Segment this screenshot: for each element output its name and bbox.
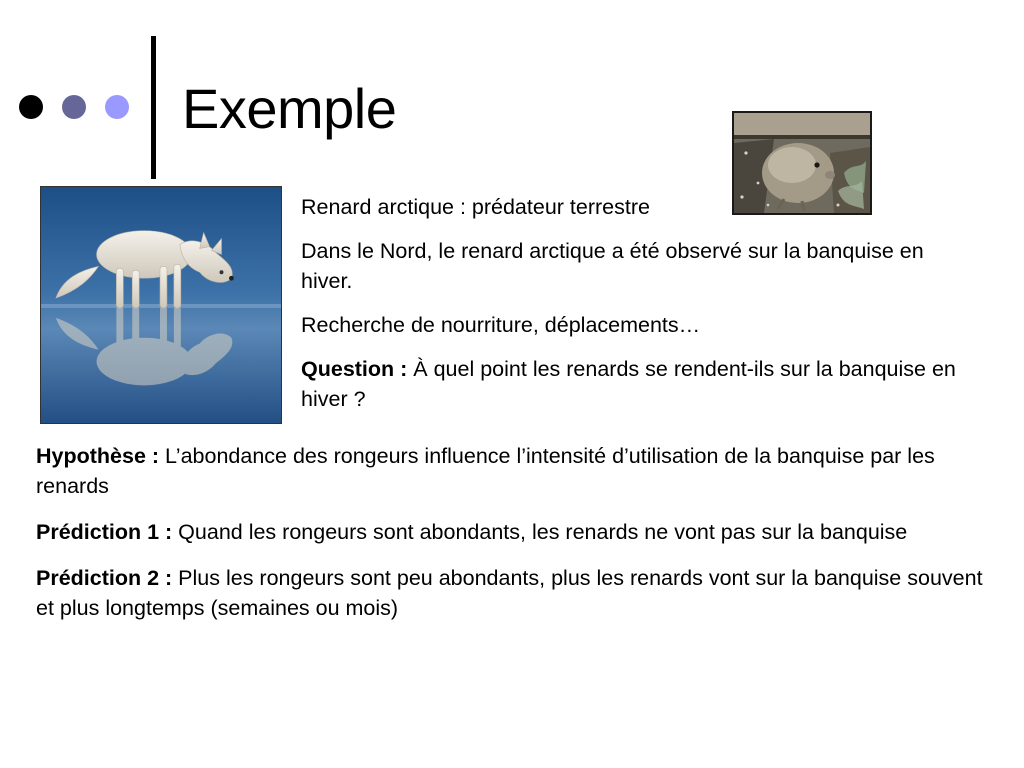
prediction-2-text: Plus les rongeurs sont peu abondants, plus les renards vont sur la banquise souvent et plus longtemps (semaines ou mois) <box>36 566 983 620</box>
prediction-2-label: Prédiction 2 : <box>36 566 173 590</box>
hypothesis-paragraph <box>36 441 986 501</box>
prediction-2-paragraph <box>36 563 986 623</box>
hypothesis-text-block <box>36 441 986 623</box>
intro-text-block <box>301 192 981 414</box>
intro-line-activities: Recherche de nourriture, déplacements… <box>301 313 701 337</box>
prediction-1-paragraph <box>36 517 986 547</box>
question-label: Question : <box>301 357 408 381</box>
bullet-dot-slate <box>62 95 86 119</box>
hypothesis-text: L’abondance des rongeurs influence l’intensité d’utilisation de la banquise par les renards <box>36 444 935 498</box>
intro-line-observation: Dans le Nord, le renard arctique a été observé sur la banquise en hiver. <box>301 239 924 293</box>
question-paragraph <box>301 354 981 414</box>
arctic-fox-photo <box>40 186 282 424</box>
bullet-dot-black <box>19 95 43 119</box>
intro-line-predator: Renard arctique : prédateur terrestre <box>301 195 650 219</box>
hypothesis-label: Hypothèse : <box>36 444 160 468</box>
prediction-1-text: Quand les rongeurs sont abondants, les renards ne vont pas sur la banquise <box>172 520 908 544</box>
slide-title: Exemple <box>182 77 397 140</box>
title-divider <box>151 36 156 179</box>
bullet-dot-periwinkle <box>105 95 129 119</box>
question-text: À quel point les renards se rendent-ils sur la banquise en hiver ? <box>301 357 956 411</box>
arctic-fox-image <box>41 187 281 423</box>
prediction-1-label: Prédiction 1 : <box>36 520 173 544</box>
